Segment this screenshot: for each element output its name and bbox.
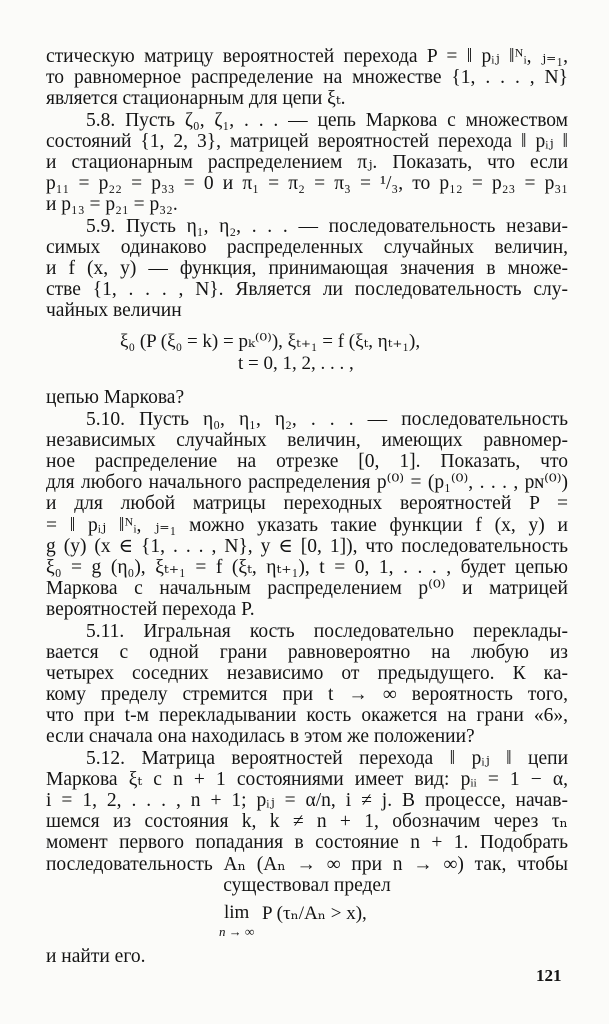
- text-line: кому пределу стремится при t → ∞ вероятность того,: [46, 684, 568, 706]
- text-line: i = 1, 2, . . . , n + 1; pᵢⱼ = α/n, i ≠ j. В процессе, начав-: [46, 790, 568, 811]
- problem-5-8-heading-line: 5.8. Пусть ζ₀, ζ₁, . . . — цепь Маркова с множеством: [86, 109, 568, 131]
- text-line: состояний {1, 2, 3}, матрицей вероятностей перехода ‖ pᵢⱼ ‖: [46, 130, 568, 152]
- text-column: [46, 46, 568, 967]
- text-line: = ‖ pᵢⱼ ‖ᴺᵢ, ⱼ₌₁ можно указать такие функции f (x, y) и: [46, 514, 568, 536]
- text-line: Маркова ξₜ с n + 1 состояниями имеет вид: pᵢᵢ = 1 − α,: [46, 768, 568, 790]
- spacer: [46, 321, 568, 331]
- spacer: [46, 375, 568, 387]
- limit-subscript: n → ∞: [219, 923, 255, 939]
- text-line: независимых случайных величин, имеющих равномер-: [46, 429, 568, 451]
- limit-expression: P (τₙ/Aₙ > x),: [262, 902, 367, 924]
- text-line: для любого начального распределения p⁽⁰⁾ = (p₁⁽⁰⁾, . . . , pɴ⁽⁰⁾): [46, 472, 568, 494]
- text-line: вается с одной грани равновероятно на любую из: [46, 641, 568, 663]
- text-line: существовал предел: [223, 874, 391, 896]
- problem-5-11-heading-line: 5.11. Игральная кость последовательно переклады-: [86, 620, 568, 642]
- text-line: и для любой матрицы переходных вероятностей P =: [46, 493, 568, 515]
- text-line: стическую матрицу вероятностей перехода P = ‖ pᵢⱼ ‖ᴺᵢ, ⱼ₌₁,: [46, 46, 568, 67]
- page-number: 121: [536, 966, 562, 985]
- final-text-line: и найти его.: [46, 945, 146, 967]
- text-line: цепью Маркова?: [46, 387, 185, 409]
- text-line: и f (x, y) — функция, принимающая значения в множе-: [46, 257, 568, 279]
- text-line: чайных величин: [46, 300, 182, 322]
- text-line: последовательность Aₙ (Aₙ → ∞ при n → ∞) так, чтобы: [46, 853, 568, 875]
- limit-operator: lim: [224, 901, 250, 923]
- formula-5-9-line-1: ξ₀ (P (ξ₀ = k) = pₖ⁽⁰⁾), ξₜ₊₁ = f (ξₜ, ηₜ₊₁),: [120, 331, 421, 353]
- problem-5-10-heading-line: 5.10. Пусть η₀, η₁, η₂, . . . — последовательность: [86, 408, 568, 430]
- formula-5-12-limit: [46, 900, 568, 946]
- text-line: является стационарным для цепи ξₜ.: [46, 88, 346, 110]
- text-line: вероятностей перехода P.: [46, 599, 255, 621]
- text-line: четырех соседних независимо от предыдущего. К ка-: [46, 662, 568, 684]
- text-line: ξ₀ = g (η₀), ξₜ₊₁ = f (ξₜ, ηₜ₊₁), t = 0, 1, . . . , будет цепью: [46, 556, 568, 578]
- text-line: симых одинаково распределенных случайных величин,: [46, 236, 568, 258]
- text-line: p₁₁ = p₂₂ = p₃₃ = 0 и π₁ = π₂ = π₃ = ¹/₃, то p₁₂ = p₂₃ = p₃₁: [46, 173, 568, 195]
- text-line: если сначала она находилась в этом же положении?: [46, 726, 475, 748]
- text-line: ное распределение на отрезке [0, 1]. Показать, что: [46, 451, 568, 472]
- text-line: момент первого попадания в состояние n + 1. Подобрать: [46, 832, 568, 854]
- text-line: Маркова с начальным распределением p⁽⁰⁾ и матрицей: [46, 578, 568, 600]
- text-line: что при t-м перекладывании кость окажется на грани «6»,: [46, 705, 568, 727]
- text-line: и p₁₃ = p₂₁ = p₃₂.: [46, 194, 178, 216]
- text-line: стве {1, . . . , N}. Является ли последовательность слу-: [46, 279, 568, 301]
- text-line: шемся из состояния k, k ≠ n + 1, обозначим через τₙ: [46, 811, 568, 833]
- text-line: и стационарным распределением πⱼ. Показать, что если: [46, 151, 568, 173]
- problem-5-12-heading-line: 5.12. Матрица вероятностей перехода ‖ pᵢⱼ ‖ цепи: [86, 747, 568, 769]
- formula-5-9-line-2: t = 0, 1, 2, . . . ,: [238, 353, 354, 375]
- text-line: g (y) (x ∈ {1, . . . , N}, y ∈ [0, 1]), что последовательность: [46, 535, 568, 557]
- text-line: то равномерное распределение на множестве {1, . . . , N}: [46, 67, 568, 89]
- problem-5-9-heading-line: 5.9. Пусть η₁, η₂, . . . — последовательность незави-: [86, 215, 568, 237]
